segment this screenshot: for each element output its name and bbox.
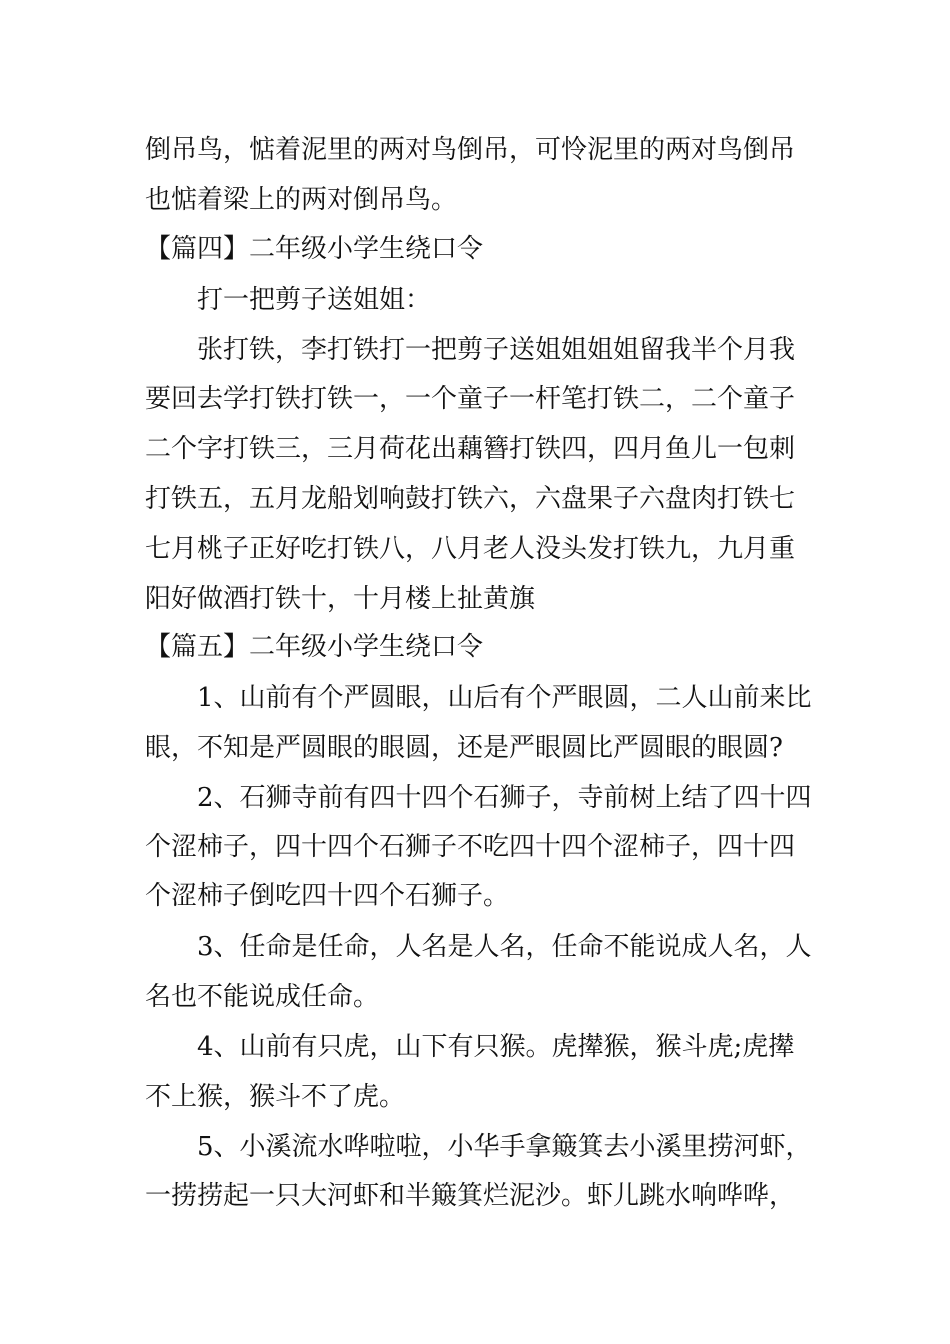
paragraph-line: 要回去学打铁打铁一，一个童子一杆笔打铁二，二个童子 — [145, 384, 796, 414]
paragraph-line: 2、石狮寺前有四十四个石狮子，寺前树上结了四十四 — [197, 783, 812, 813]
paragraph-line: 名也不能说成任命。 — [145, 982, 380, 1012]
paragraph-line: 3、任命是任命，人名是人名，任命不能说成人名，人 — [197, 932, 812, 962]
paragraph-line: 打一把剪子送姐姐： — [197, 285, 432, 315]
paragraph-line: 阳好做酒打铁十，十月楼上扯黄旗 — [145, 584, 536, 614]
paragraph-line: 倒吊鸟，惦着泥里的两对鸟倒吊，可怜泥里的两对鸟倒吊 — [145, 135, 796, 165]
paragraph-line: 一捞捞起一只大河虾和半簸箕烂泥沙。虾儿跳水响哗哗， — [145, 1181, 796, 1211]
paragraph-line: 1、山前有个严圆眼，山后有个严眼圆，二人山前来比 — [197, 683, 812, 713]
paragraph-line: 5、小溪流水哗啦啦，小华手拿簸箕去小溪里捞河虾， — [197, 1132, 812, 1162]
paragraph-line: 眼，不知是严圆眼的眼圆，还是严眼圆比严圆眼的眼圆? — [145, 733, 783, 763]
paragraph-line: 个涩柿子，四十四个石狮子不吃四十四个涩柿子，四十四 — [145, 832, 796, 862]
paragraph-line: 不上猴，猴斗不了虎。 — [145, 1082, 406, 1112]
section-heading: 【篇四】二年级小学生绕口令 — [145, 234, 484, 264]
paragraph-line: 4、山前有只虎，山下有只猴。虎撵猴，猴斗虎;虎撵 — [197, 1032, 795, 1062]
paragraph-line: 打铁五，五月龙船划响鼓打铁六，六盘果子六盘肉打铁七 — [145, 484, 796, 514]
paragraph-line: 也惦着梁上的两对倒吊鸟。 — [145, 185, 458, 215]
section-heading: 【篇五】二年级小学生绕口令 — [145, 632, 484, 662]
paragraph-line: 张打铁，李打铁打一把剪子送姐姐姐姐留我半个月我 — [197, 335, 796, 365]
paragraph-line: 七月桃子正好吃打铁八，八月老人没头发打铁九，九月重 — [145, 534, 796, 564]
paragraph-line: 二个字打铁三，三月荷花出藕簪打铁四，四月鱼儿一包刺 — [145, 434, 796, 464]
paragraph-line: 个涩柿子倒吃四十四个石狮子。 — [145, 881, 510, 911]
